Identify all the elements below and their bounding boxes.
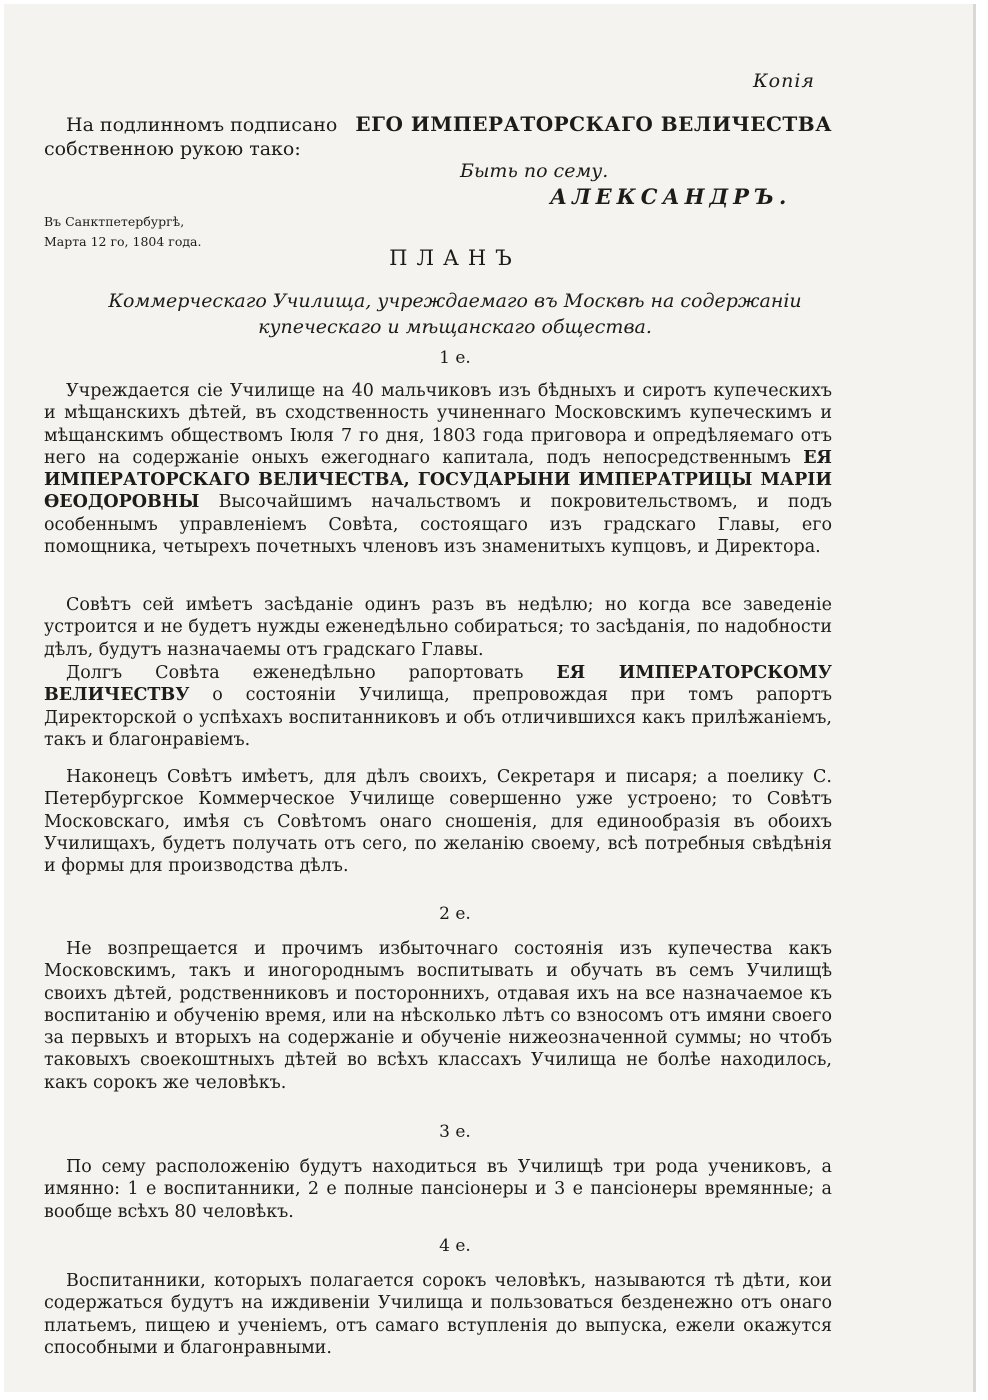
signed-line: [66, 112, 832, 136]
place: Въ Санктпетербургѣ,: [44, 214, 185, 229]
document-page: [4, 4, 976, 1392]
subtitle-line-1: Коммерческаго Училища, учреждаемаго въ Москвѣ на содержанiи: [108, 290, 802, 312]
copy-mark: Копiя: [752, 70, 815, 92]
signed-hand: собственною рукою тако:: [44, 138, 301, 160]
section-4-paragraph-1: [44, 1270, 832, 1359]
document-title: ПЛАНЪ: [389, 246, 521, 270]
section-2-heading: 2 е.: [439, 904, 471, 924]
section-1-p4-text: Наконецъ Совѣтъ имѣетъ, для дѣлъ своихъ, Секретаря и писаря; а поелику С. Петербургское Коммерческое Училище совершенно уже устроено; то Совѣтъ Московскаго, имѣя съ Совѣтомъ онаго сношенiя, для единообразiя въ обоихъ Училищахъ, будетъ получать отъ сего, по желанiю своему, всѣ потребныя свѣдѣнiя и формы для производства дѣлъ.: [44, 767, 832, 877]
document-subtitle: [4, 288, 906, 340]
signed-prefix: На подлинномъ подписано: [66, 114, 338, 136]
section-1-paragraph-3: [44, 662, 832, 751]
section-1-p3-emphasis: ЕЯ ИМПЕРАТОРСКОМУ ВЕЛИЧЕСТВУ: [44, 663, 832, 706]
section-2-paragraph-1: [44, 938, 832, 1094]
section-3-heading: 3 е.: [439, 1122, 471, 1142]
resolution: Быть по сему.: [460, 160, 609, 182]
section-1-paragraph-4: [44, 766, 832, 877]
subtitle-line-2: купеческаго и мѣщанскаго общества.: [258, 316, 652, 338]
section-1-p1-emphasis: ЕЯ ИМПЕРАТОРСКАГО ВЕЛИЧЕСТВА, ГОСУДАРЫНИ ИМПЕРАТРИЦЫ МАРIИ ѲЕОДОРОВНЫ: [44, 447, 832, 513]
section-1-p2-text: Совѣтъ сей имѣетъ засѣданiе одинъ разъ въ недѣлю; но когда все заведенiе устроится и не будетъ нужды еженедѣльно собираться; то засѣданiя, по надобности дѣлъ, будутъ назначаемы отъ градскаго Главы.: [44, 595, 832, 660]
section-4-heading: 4 е.: [439, 1236, 471, 1256]
section-1-paragraph-2: [44, 594, 832, 661]
section-1-p3-text: Долгъ Совѣта еженедѣльно рапортовать: [66, 663, 524, 683]
section-1-paragraph-1: [44, 380, 832, 558]
section-2-p1-text: Не возпрещается и прочимъ избыточнаго состоянiя изъ купечества какъ Московскимъ, такъ и иногороднымъ воспитывать и обучать въ семъ Училищѣ своихъ дѣтей, родственниковъ и постороннихъ, отдавая ихъ на все назначаемое къ воспитанiю и обученiю время, или на нѣсколько лѣтъ со взносомъ отъ имяни своего за первыхъ и вторыхъ на содержанiе и обученiе нижеозначенной суммы; но чтобъ таковыхъ своекоштныхъ дѣтей во всѣхъ классахъ Училища не болѣе находилось, какъ сорокъ же человѣкъ.: [44, 939, 832, 1093]
section-3-p1-text: По сему расположенiю будутъ находиться въ Училищѣ три рода учениковъ, а имянно: 1 е воспитанники, 2 е полные пансiонеры и 3 е пансiонеры времянные; а вообще всѣхъ 80 человѣкъ.: [44, 1157, 832, 1222]
signed-majesty: ЕГО ИМПЕРАТОРСКАГО ВЕЛИЧЕСТВА: [355, 112, 832, 136]
section-1-p3-end: о состоянiи Училища, препровождая при томъ рапортъ Директорской о успѣхахъ воспитанниковъ и объ отличившихся какъ прилѣжанiемъ, такъ и благонравiемъ.: [44, 685, 832, 750]
date: Марта 12 го, 1804 года.: [44, 234, 202, 249]
signature: АЛЕКСАНДРЪ.: [550, 184, 792, 209]
section-1-p1-text: Учреждается сiе Училище на 40 мальчиковъ изъ бѣдныхъ и сиротъ купеческихъ и мѣщанскихъ дѣтей, въ сходственность учиненнаго Московскимъ купеческимъ и мѣщанскимъ обществомъ Iюля 7 го дня, 1803 года приговора и опредѣляемаго отъ него на содержанiе оныхъ ежегоднаго капитала, подъ непосредственнымъ: [44, 381, 832, 468]
section-1-p1-end: Высочайшимъ начальствомъ и покровительствомъ, и подъ особеннымъ управленiемъ Совѣта, состоящаго изъ градскаго Главы, его помощника, четырехъ почетныхъ членовъ изъ знаменитыхъ купцовъ, и Директора.: [44, 492, 832, 558]
section-3-paragraph-1: [44, 1156, 832, 1223]
section-4-p1-text: Воспитанники, которыхъ полагается сорокъ человѣкъ, называются тѣ дѣти, кои содержаться будутъ на иждивенiи Училища и пользоваться безденежно отъ онаго платьемъ, пищею и ученiемъ, отъ самаго вступленiя до выпуска, ежели окажутся способными и благонравными.: [44, 1271, 832, 1358]
section-1-heading: 1 е.: [439, 348, 471, 368]
